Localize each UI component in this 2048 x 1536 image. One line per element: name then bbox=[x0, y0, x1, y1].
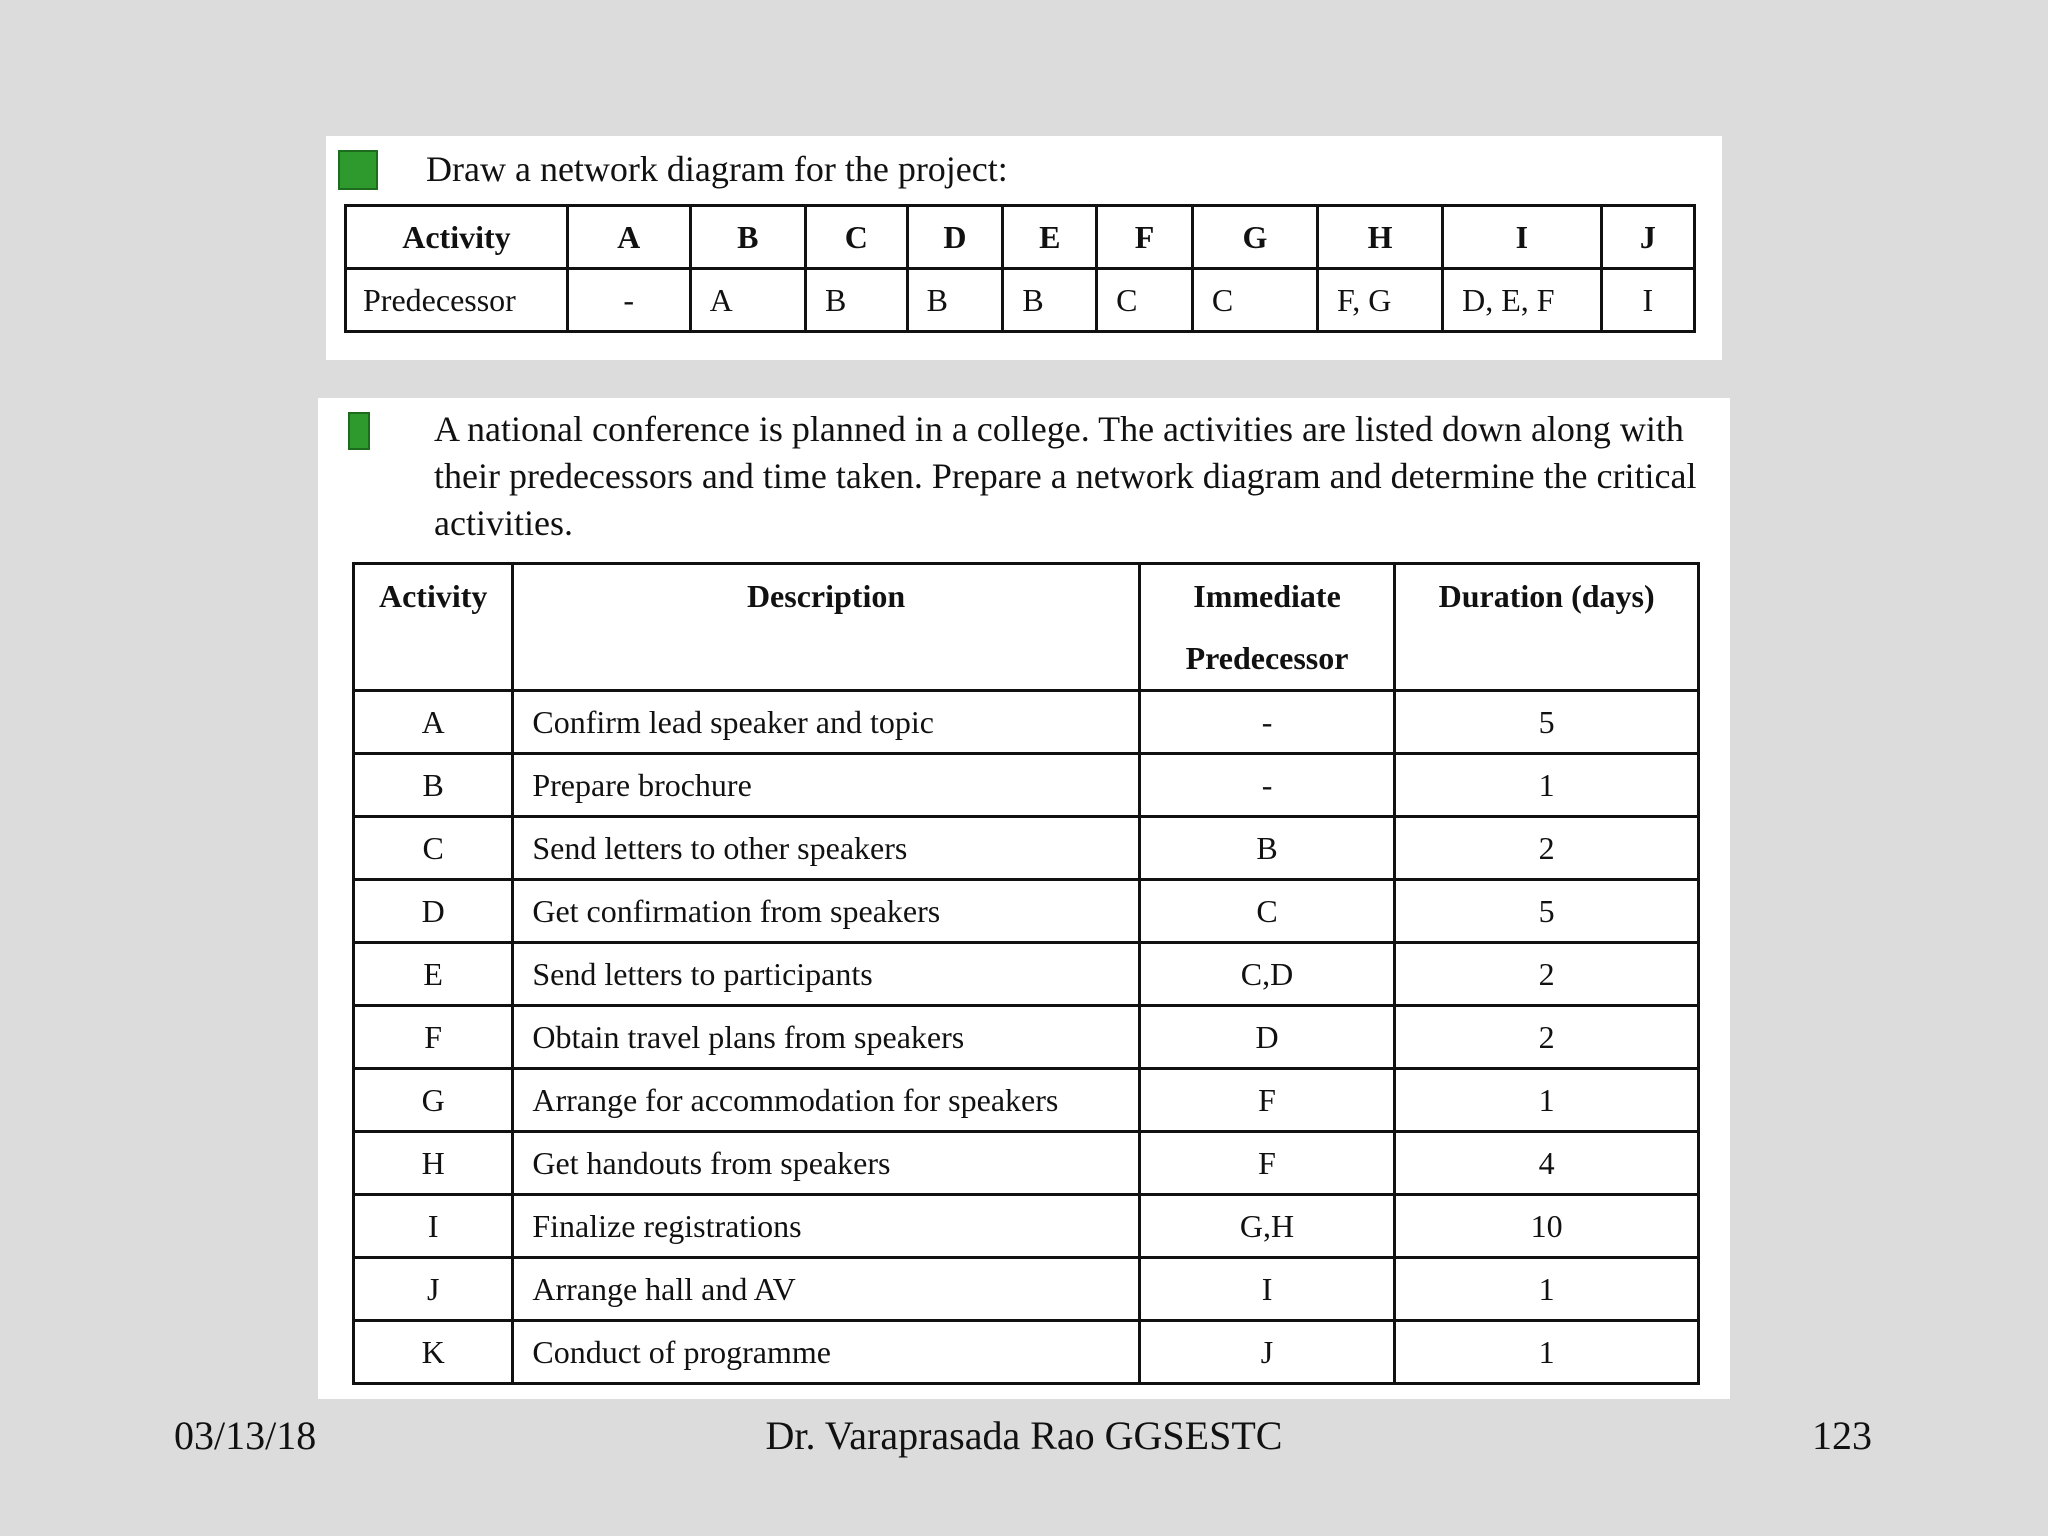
predecessor-cell: G,H bbox=[1139, 1195, 1395, 1258]
activity-cell: I bbox=[1443, 206, 1602, 269]
description-cell: Arrange hall and AV bbox=[513, 1258, 1139, 1321]
table-row bbox=[354, 1132, 1699, 1195]
header-immediate-predecessor bbox=[1139, 564, 1395, 691]
description-cell: Obtain travel plans from speakers bbox=[513, 1006, 1139, 1069]
activity-cell: F bbox=[354, 1006, 513, 1069]
activity-cell: C bbox=[805, 206, 907, 269]
row-header-predecessor: Predecessor bbox=[346, 269, 568, 332]
task2-header-row bbox=[354, 564, 1699, 691]
table-row bbox=[354, 1069, 1699, 1132]
predecessor-cell: A bbox=[690, 269, 805, 332]
header-predecessor-line1: Immediate bbox=[1193, 578, 1341, 614]
predecessor-cell: C,D bbox=[1139, 943, 1395, 1006]
duration-cell: 1 bbox=[1395, 754, 1699, 817]
predecessor-cell: F bbox=[1139, 1069, 1395, 1132]
predecessor-cell: C bbox=[1139, 880, 1395, 943]
table-row bbox=[354, 1258, 1699, 1321]
task1-table bbox=[344, 204, 1696, 333]
activity-cell: D bbox=[354, 880, 513, 943]
description-cell: Confirm lead speaker and topic bbox=[513, 691, 1139, 754]
table-row bbox=[354, 880, 1699, 943]
activity-cell: B bbox=[690, 206, 805, 269]
activity-cell: A bbox=[354, 691, 513, 754]
predecessor-cell: C bbox=[1097, 269, 1193, 332]
predecessor-cell: B bbox=[1003, 269, 1097, 332]
description-cell: Arrange for accommodation for speakers bbox=[513, 1069, 1139, 1132]
activity-cell: G bbox=[354, 1069, 513, 1132]
table-row bbox=[354, 943, 1699, 1006]
activity-cell: K bbox=[354, 1321, 513, 1384]
predecessor-cell: - bbox=[567, 269, 690, 332]
row-header-activity: Activity bbox=[346, 206, 568, 269]
predecessor-cell: J bbox=[1139, 1321, 1395, 1384]
predecessor-cell: D, E, F bbox=[1443, 269, 1602, 332]
predecessor-cell: D bbox=[1139, 1006, 1395, 1069]
activity-cell: E bbox=[1003, 206, 1097, 269]
task2-table bbox=[352, 562, 1700, 1385]
task2-panel bbox=[318, 398, 1730, 1399]
task1-prompt: Draw a network diagram for the project: bbox=[426, 149, 1008, 189]
activity-cell: F bbox=[1097, 206, 1193, 269]
table-row bbox=[354, 691, 1699, 754]
duration-cell: 2 bbox=[1395, 817, 1699, 880]
predecessor-cell: F, G bbox=[1317, 269, 1442, 332]
footer-date: 03/13/18 bbox=[174, 1413, 317, 1458]
activity-cell: C bbox=[354, 817, 513, 880]
footer-page-number: 123 bbox=[1812, 1413, 1872, 1458]
predecessor-cell: B bbox=[907, 269, 1003, 332]
task1-activity-row bbox=[346, 206, 1695, 269]
duration-cell: 10 bbox=[1395, 1195, 1699, 1258]
activity-cell: I bbox=[354, 1195, 513, 1258]
table-row bbox=[354, 1006, 1699, 1069]
table-row bbox=[354, 1321, 1699, 1384]
table-row bbox=[354, 817, 1699, 880]
activity-cell: J bbox=[354, 1258, 513, 1321]
duration-cell: 2 bbox=[1395, 1006, 1699, 1069]
green-square-bullet-icon bbox=[348, 412, 370, 450]
activity-cell: D bbox=[907, 206, 1003, 269]
description-cell: Send letters to participants bbox=[513, 943, 1139, 1006]
predecessor-cell: I bbox=[1139, 1258, 1395, 1321]
activity-cell: H bbox=[1317, 206, 1442, 269]
predecessor-cell: B bbox=[805, 269, 907, 332]
description-cell: Get confirmation from speakers bbox=[513, 880, 1139, 943]
duration-cell: 2 bbox=[1395, 943, 1699, 1006]
green-square-bullet-icon bbox=[338, 150, 378, 190]
activity-cell: B bbox=[354, 754, 513, 817]
predecessor-cell: - bbox=[1139, 691, 1395, 754]
description-cell: Finalize registrations bbox=[513, 1195, 1139, 1258]
duration-cell: 1 bbox=[1395, 1069, 1699, 1132]
predecessor-cell: F bbox=[1139, 1132, 1395, 1195]
header-duration: Duration (days) bbox=[1395, 564, 1699, 691]
description-cell: Conduct of programme bbox=[513, 1321, 1139, 1384]
duration-cell: 4 bbox=[1395, 1132, 1699, 1195]
activity-cell: G bbox=[1192, 206, 1317, 269]
header-activity: Activity bbox=[354, 564, 513, 691]
task1-panel bbox=[326, 136, 1722, 360]
predecessor-cell: I bbox=[1601, 269, 1694, 332]
task2-prompt: A national conference is planned in a college. The activities are listed down along with their predecessors and time taken. Prepare a network diagram and determine the critical activities. bbox=[434, 409, 1697, 543]
description-cell: Get handouts from speakers bbox=[513, 1132, 1139, 1195]
duration-cell: 5 bbox=[1395, 691, 1699, 754]
predecessor-cell: - bbox=[1139, 754, 1395, 817]
predecessor-cell: B bbox=[1139, 817, 1395, 880]
table-row bbox=[354, 754, 1699, 817]
duration-cell: 1 bbox=[1395, 1258, 1699, 1321]
predecessor-cell: C bbox=[1192, 269, 1317, 332]
description-cell: Send letters to other speakers bbox=[513, 817, 1139, 880]
activity-cell: H bbox=[354, 1132, 513, 1195]
footer-author: Dr. Varaprasada Rao GGSESTC bbox=[765, 1413, 1283, 1458]
header-description: Description bbox=[513, 564, 1139, 691]
header-predecessor-line2: Predecessor bbox=[1185, 640, 1349, 676]
activity-cell: A bbox=[567, 206, 690, 269]
duration-cell: 5 bbox=[1395, 880, 1699, 943]
activity-cell: E bbox=[354, 943, 513, 1006]
description-cell: Prepare brochure bbox=[513, 754, 1139, 817]
activity-cell: J bbox=[1601, 206, 1694, 269]
duration-cell: 1 bbox=[1395, 1321, 1699, 1384]
table-row bbox=[354, 1195, 1699, 1258]
task1-predecessor-row bbox=[346, 269, 1695, 332]
